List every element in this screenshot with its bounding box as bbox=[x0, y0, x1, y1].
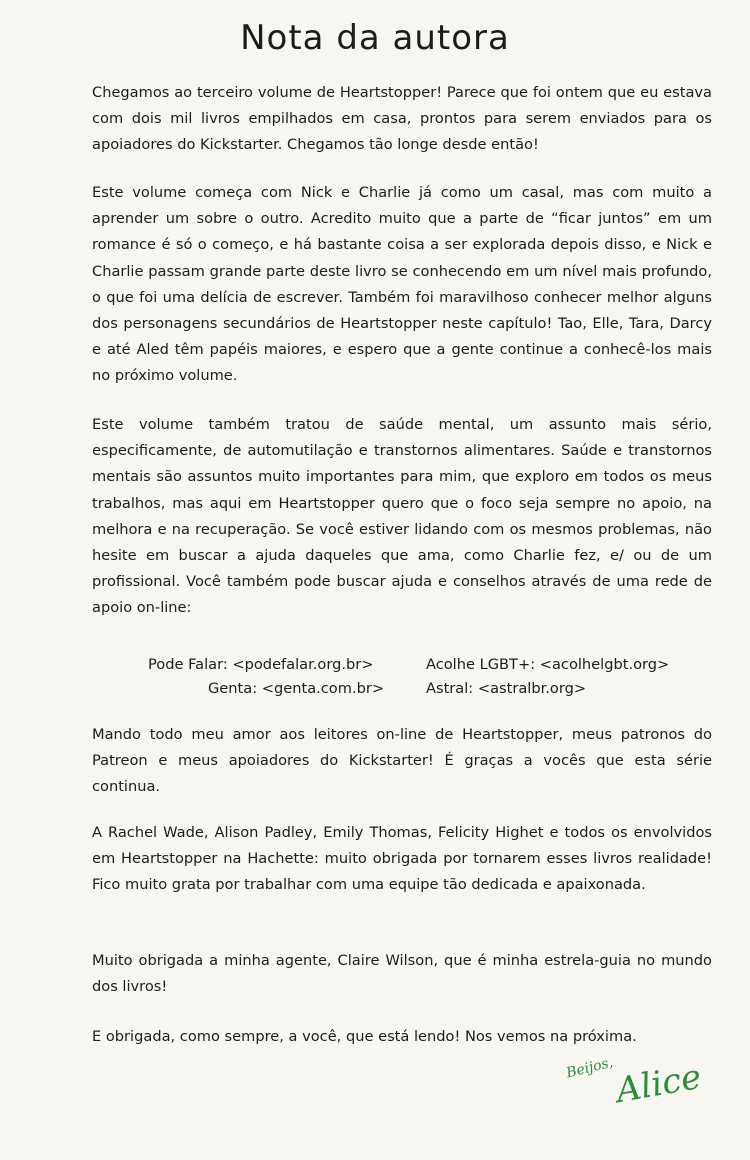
author-signature bbox=[560, 1048, 720, 1138]
support-link-acolhe-lgbt: Acolhe LGBT+: <acolhelgbt.org> bbox=[426, 656, 670, 673]
paragraph-closing: E obrigada, como sempre, a você, que está lendo! Nos vemos na próxima. bbox=[92, 1028, 637, 1045]
paragraph-volume-story: Este volume começa com Nick e Charlie já como um casal, mas com muito a aprender um sobre o outro. Acredito muito que a parte de “ficar juntos” em um romance é só o começo, e há bastante coisa a ser explorada depois disso, e Nick e Charlie passam grande parte deste livro se conhecendo em um nível mais profundo, o que foi uma delícia de escrever. Também foi maravilhoso conhecer melhor alguns dos personagens secundários de Heartstopper neste capítulo! Tao, Elle, Tara, Darcy e até Aled têm papéis maiores, e espero que a gente continue a conhecê-los mais no próximo volume. bbox=[92, 184, 712, 385]
support-link-genta: Genta: <genta.com.br> bbox=[208, 680, 385, 697]
signature-greeting: Beijos, bbox=[564, 1054, 615, 1082]
paragraph-mental-health: Este volume também tratou de saúde mental, um assunto mais sério, especificamente, de automutilação e transtornos alimentares. Saúde e transtornos mentais são assuntos muito importantes para mim, que exploro em todos os meus trabalhos, mas aqui em Heartstopper quero que o foco seja sempre no apoio, na melhora e na recuperação. Se você estiver lidando com os mesmos problemas, não hesite em buscar a ajuda daqueles que ama, como Charlie fez, e/ ou de um profissional. Você também pode buscar ajuda e conselhos através de uma rede de apoio on-line: bbox=[92, 416, 712, 617]
paragraph-thanks-hachette: A Rachel Wade, Alison Padley, Emily Thomas, Felicity Highet e todos os envolvidos em Heartstopper na Hachette: muito obrigada por tornarem esses livros realidade! Fico muito grata por trabalhar com uma equipe tão dedicada e apaixonada. bbox=[92, 824, 712, 894]
support-link-pode-falar: Pode Falar: <podefalar.org.br> bbox=[148, 656, 374, 673]
signature-name: Alice bbox=[613, 1056, 705, 1112]
paragraph-thanks-readers: Mando todo meu amor aos leitores on-line de Heartstopper, meus patronos do Patreon e meus apoiadores do Kickstarter! É graças a vocês que esta série continua. bbox=[92, 726, 712, 796]
support-link-astral: Astral: <astralbr.org> bbox=[426, 680, 587, 697]
page-title: Nota da autora bbox=[240, 18, 510, 58]
paragraph-intro: Chegamos ao terceiro volume de Heartstopper! Parece que foi ontem que eu estava com dois mil livros empilhados em casa, prontos para serem enviados para os apoiadores do Kickstarter. Chegamos tão longe desde então! bbox=[92, 84, 712, 154]
paragraph-thanks-agent: Muito obrigada a minha agente, Claire Wilson, que é minha estrela-guia no mundo dos livros! bbox=[92, 952, 712, 996]
